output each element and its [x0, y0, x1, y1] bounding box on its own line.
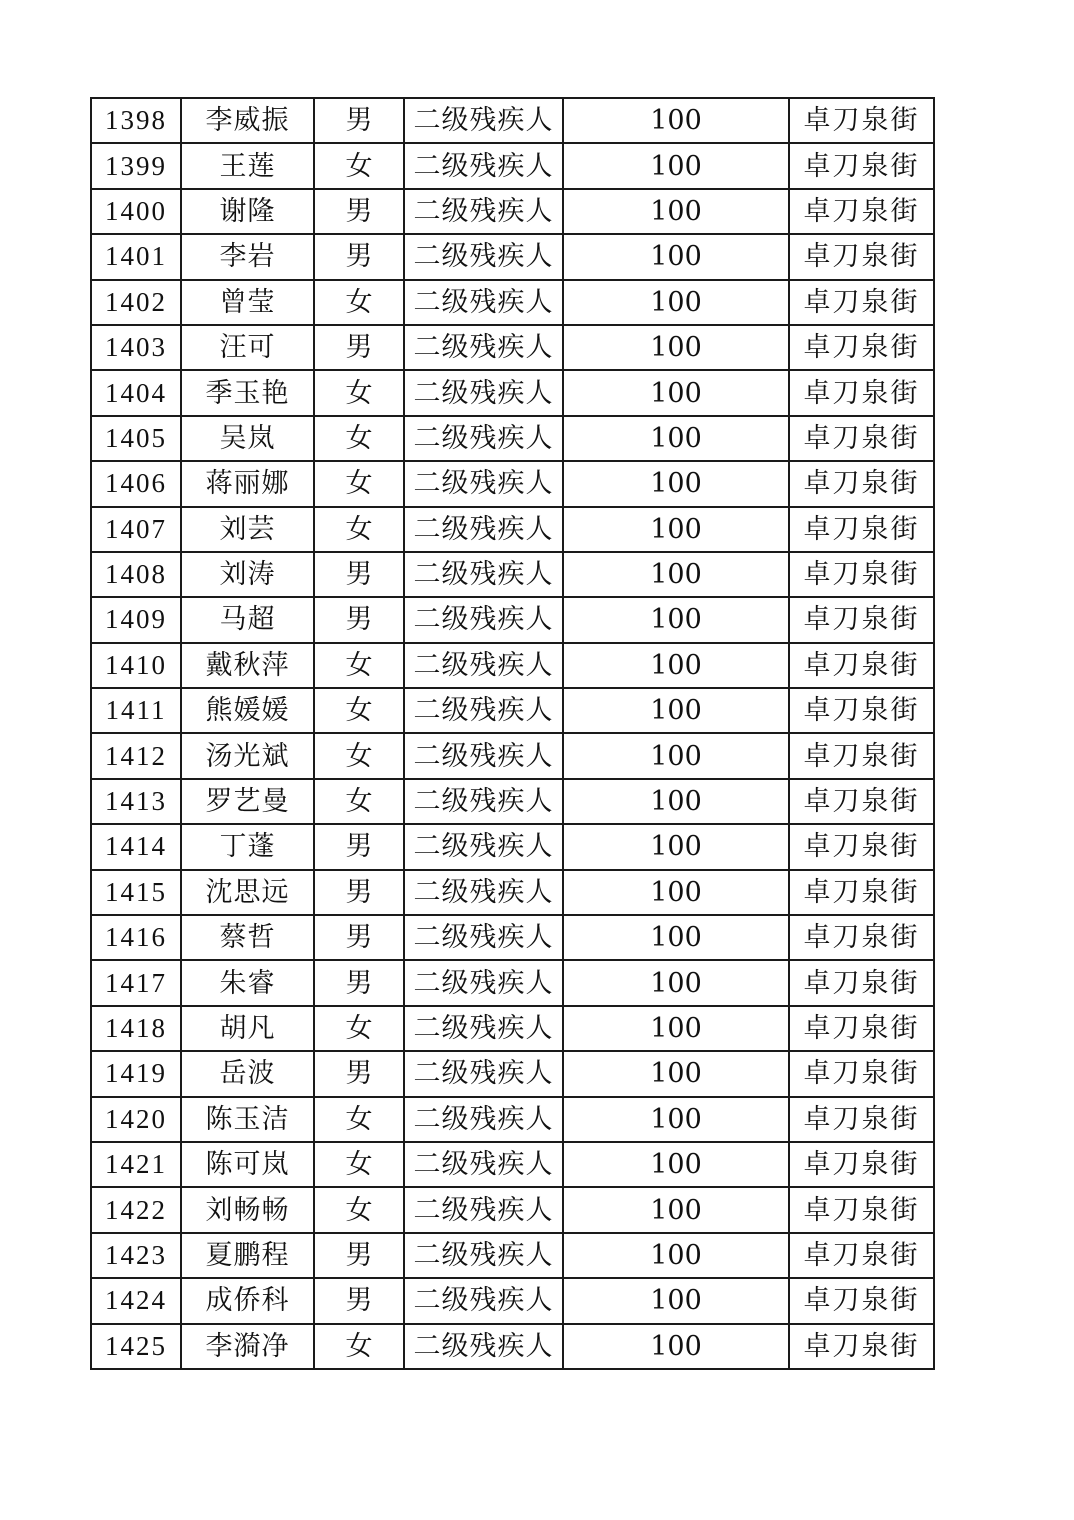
street-cell: 卓刀泉街 — [789, 1233, 934, 1278]
table-row — [91, 552, 934, 597]
disability-level-cell: 二级残疾人 — [404, 597, 563, 642]
gender-cell: 男 — [314, 870, 404, 915]
street-cell: 卓刀泉街 — [789, 824, 934, 869]
amount-cell: 100 — [563, 733, 789, 778]
table-row — [91, 507, 934, 552]
name-cell: 吴岚 — [181, 416, 314, 461]
table-row — [91, 779, 934, 824]
street-cell: 卓刀泉街 — [789, 1097, 934, 1142]
street-cell: 卓刀泉街 — [789, 1142, 934, 1187]
gender-cell: 女 — [314, 1142, 404, 1187]
gender-cell: 女 — [314, 779, 404, 824]
amount-cell: 100 — [563, 234, 789, 279]
table-row — [91, 960, 934, 1005]
street-cell: 卓刀泉街 — [789, 915, 934, 960]
disability-level-cell: 二级残疾人 — [404, 1324, 563, 1369]
street-cell: 卓刀泉街 — [789, 189, 934, 234]
serial-number-cell: 1413 — [91, 779, 181, 824]
name-cell: 沈思远 — [181, 870, 314, 915]
amount-cell: 100 — [563, 915, 789, 960]
amount-cell: 100 — [563, 1051, 789, 1096]
name-cell: 李威振 — [181, 98, 314, 143]
serial-number-cell: 1417 — [91, 960, 181, 1005]
name-cell: 丁蓬 — [181, 824, 314, 869]
street-cell: 卓刀泉街 — [789, 461, 934, 506]
disability-level-cell: 二级残疾人 — [404, 960, 563, 1005]
table-row — [91, 461, 934, 506]
serial-number-cell: 1411 — [91, 688, 181, 733]
serial-number-cell: 1423 — [91, 1233, 181, 1278]
disability-level-cell: 二级残疾人 — [404, 733, 563, 778]
name-cell: 熊媛媛 — [181, 688, 314, 733]
table-row — [91, 643, 934, 688]
gender-cell: 女 — [314, 688, 404, 733]
disability-level-cell: 二级残疾人 — [404, 416, 563, 461]
gender-cell: 女 — [314, 461, 404, 506]
gender-cell: 男 — [314, 1051, 404, 1096]
disability-level-cell: 二级残疾人 — [404, 688, 563, 733]
street-cell: 卓刀泉街 — [789, 1324, 934, 1369]
disability-level-cell: 二级残疾人 — [404, 1187, 563, 1232]
serial-number-cell: 1414 — [91, 824, 181, 869]
serial-number-cell: 1419 — [91, 1051, 181, 1096]
gender-cell: 男 — [314, 325, 404, 370]
amount-cell: 100 — [563, 280, 789, 325]
serial-number-cell: 1398 — [91, 98, 181, 143]
disability-level-cell: 二级残疾人 — [404, 824, 563, 869]
street-cell: 卓刀泉街 — [789, 507, 934, 552]
gender-cell: 男 — [314, 552, 404, 597]
amount-cell: 100 — [563, 1006, 789, 1051]
gender-cell: 女 — [314, 643, 404, 688]
serial-number-cell: 1418 — [91, 1006, 181, 1051]
street-cell: 卓刀泉街 — [789, 688, 934, 733]
amount-cell: 100 — [563, 507, 789, 552]
disability-level-cell: 二级残疾人 — [404, 234, 563, 279]
amount-cell: 100 — [563, 643, 789, 688]
street-cell: 卓刀泉街 — [789, 280, 934, 325]
serial-number-cell: 1412 — [91, 733, 181, 778]
name-cell: 陈玉洁 — [181, 1097, 314, 1142]
amount-cell: 100 — [563, 779, 789, 824]
amount-cell: 100 — [563, 870, 789, 915]
serial-number-cell: 1399 — [91, 143, 181, 188]
name-cell: 李岩 — [181, 234, 314, 279]
serial-number-cell: 1420 — [91, 1097, 181, 1142]
disability-level-cell: 二级残疾人 — [404, 1233, 563, 1278]
street-cell: 卓刀泉街 — [789, 597, 934, 642]
disability-level-cell: 二级残疾人 — [404, 143, 563, 188]
amount-cell: 100 — [563, 461, 789, 506]
gender-cell: 女 — [314, 733, 404, 778]
serial-number-cell: 1403 — [91, 325, 181, 370]
amount-cell: 100 — [563, 416, 789, 461]
street-cell: 卓刀泉街 — [789, 143, 934, 188]
gender-cell: 女 — [314, 1097, 404, 1142]
disability-level-cell: 二级残疾人 — [404, 1142, 563, 1187]
amount-cell: 100 — [563, 1097, 789, 1142]
serial-number-cell: 1425 — [91, 1324, 181, 1369]
street-cell: 卓刀泉街 — [789, 643, 934, 688]
table-row — [91, 733, 934, 778]
amount-cell: 100 — [563, 325, 789, 370]
gender-cell: 女 — [314, 143, 404, 188]
table-row — [91, 597, 934, 642]
gender-cell: 男 — [314, 960, 404, 1005]
roster-table — [90, 97, 935, 1370]
roster-table-body — [91, 98, 934, 1369]
amount-cell: 100 — [563, 1233, 789, 1278]
serial-number-cell: 1405 — [91, 416, 181, 461]
disability-level-cell: 二级残疾人 — [404, 552, 563, 597]
serial-number-cell: 1422 — [91, 1187, 181, 1232]
amount-cell: 100 — [563, 143, 789, 188]
disability-level-cell: 二级残疾人 — [404, 461, 563, 506]
gender-cell: 女 — [314, 280, 404, 325]
street-cell: 卓刀泉街 — [789, 552, 934, 597]
gender-cell: 女 — [314, 370, 404, 415]
disability-level-cell: 二级残疾人 — [404, 1051, 563, 1096]
serial-number-cell: 1400 — [91, 189, 181, 234]
gender-cell: 男 — [314, 597, 404, 642]
amount-cell: 100 — [563, 189, 789, 234]
table-row — [91, 98, 934, 143]
amount-cell: 100 — [563, 370, 789, 415]
disability-level-cell: 二级残疾人 — [404, 1097, 563, 1142]
name-cell: 季玉艳 — [181, 370, 314, 415]
gender-cell: 男 — [314, 824, 404, 869]
gender-cell: 男 — [314, 1233, 404, 1278]
gender-cell: 男 — [314, 189, 404, 234]
serial-number-cell: 1406 — [91, 461, 181, 506]
table-row — [91, 1278, 934, 1323]
table-row — [91, 870, 934, 915]
street-cell: 卓刀泉街 — [789, 416, 934, 461]
street-cell: 卓刀泉街 — [789, 370, 934, 415]
table-row — [91, 1051, 934, 1096]
name-cell: 李漪净 — [181, 1324, 314, 1369]
name-cell: 成侨科 — [181, 1278, 314, 1323]
table-row — [91, 824, 934, 869]
table-row — [91, 143, 934, 188]
disability-level-cell: 二级残疾人 — [404, 98, 563, 143]
disability-level-cell: 二级残疾人 — [404, 870, 563, 915]
gender-cell: 男 — [314, 915, 404, 960]
name-cell: 汤光斌 — [181, 733, 314, 778]
street-cell: 卓刀泉街 — [789, 1187, 934, 1232]
street-cell: 卓刀泉街 — [789, 98, 934, 143]
disability-level-cell: 二级残疾人 — [404, 915, 563, 960]
amount-cell: 100 — [563, 1324, 789, 1369]
serial-number-cell: 1402 — [91, 280, 181, 325]
serial-number-cell: 1421 — [91, 1142, 181, 1187]
disability-level-cell: 二级残疾人 — [404, 1278, 563, 1323]
name-cell: 罗艺曼 — [181, 779, 314, 824]
amount-cell: 100 — [563, 597, 789, 642]
name-cell: 王莲 — [181, 143, 314, 188]
name-cell: 岳波 — [181, 1051, 314, 1096]
serial-number-cell: 1410 — [91, 643, 181, 688]
street-cell: 卓刀泉街 — [789, 733, 934, 778]
street-cell: 卓刀泉街 — [789, 234, 934, 279]
disability-level-cell: 二级残疾人 — [404, 370, 563, 415]
table-row — [91, 1324, 934, 1369]
name-cell: 夏鹏程 — [181, 1233, 314, 1278]
serial-number-cell: 1404 — [91, 370, 181, 415]
street-cell: 卓刀泉街 — [789, 960, 934, 1005]
amount-cell: 100 — [563, 1278, 789, 1323]
table-row — [91, 325, 934, 370]
name-cell: 蒋丽娜 — [181, 461, 314, 506]
disability-level-cell: 二级残疾人 — [404, 189, 563, 234]
gender-cell: 女 — [314, 1006, 404, 1051]
amount-cell: 100 — [563, 960, 789, 1005]
serial-number-cell: 1415 — [91, 870, 181, 915]
serial-number-cell: 1401 — [91, 234, 181, 279]
street-cell: 卓刀泉街 — [789, 779, 934, 824]
name-cell: 朱睿 — [181, 960, 314, 1005]
table-row — [91, 1187, 934, 1232]
table-row — [91, 688, 934, 733]
street-cell: 卓刀泉街 — [789, 1006, 934, 1051]
gender-cell: 男 — [314, 234, 404, 279]
name-cell: 戴秋萍 — [181, 643, 314, 688]
amount-cell: 100 — [563, 688, 789, 733]
amount-cell: 100 — [563, 1187, 789, 1232]
table-row — [91, 1233, 934, 1278]
serial-number-cell: 1416 — [91, 915, 181, 960]
name-cell: 蔡哲 — [181, 915, 314, 960]
table-row — [91, 189, 934, 234]
gender-cell: 女 — [314, 416, 404, 461]
serial-number-cell: 1408 — [91, 552, 181, 597]
name-cell: 曾莹 — [181, 280, 314, 325]
gender-cell: 男 — [314, 98, 404, 143]
table-row — [91, 280, 934, 325]
gender-cell: 男 — [314, 1278, 404, 1323]
amount-cell: 100 — [563, 824, 789, 869]
street-cell: 卓刀泉街 — [789, 870, 934, 915]
name-cell: 马超 — [181, 597, 314, 642]
table-row — [91, 1142, 934, 1187]
gender-cell: 女 — [314, 1187, 404, 1232]
table-row — [91, 370, 934, 415]
gender-cell: 女 — [314, 507, 404, 552]
street-cell: 卓刀泉街 — [789, 1278, 934, 1323]
amount-cell: 100 — [563, 1142, 789, 1187]
disability-level-cell: 二级残疾人 — [404, 643, 563, 688]
name-cell: 刘涛 — [181, 552, 314, 597]
name-cell: 汪可 — [181, 325, 314, 370]
serial-number-cell: 1407 — [91, 507, 181, 552]
name-cell: 刘畅畅 — [181, 1187, 314, 1232]
table-row — [91, 234, 934, 279]
name-cell: 刘芸 — [181, 507, 314, 552]
name-cell: 陈可岚 — [181, 1142, 314, 1187]
disability-level-cell: 二级残疾人 — [404, 280, 563, 325]
gender-cell: 女 — [314, 1324, 404, 1369]
serial-number-cell: 1409 — [91, 597, 181, 642]
disability-level-cell: 二级残疾人 — [404, 507, 563, 552]
table-row — [91, 915, 934, 960]
name-cell: 胡凡 — [181, 1006, 314, 1051]
table-row — [91, 416, 934, 461]
amount-cell: 100 — [563, 552, 789, 597]
disability-level-cell: 二级残疾人 — [404, 325, 563, 370]
table-row — [91, 1006, 934, 1051]
disability-level-cell: 二级残疾人 — [404, 1006, 563, 1051]
name-cell: 谢隆 — [181, 189, 314, 234]
disability-level-cell: 二级残疾人 — [404, 779, 563, 824]
serial-number-cell: 1424 — [91, 1278, 181, 1323]
street-cell: 卓刀泉街 — [789, 325, 934, 370]
amount-cell: 100 — [563, 98, 789, 143]
table-row — [91, 1097, 934, 1142]
street-cell: 卓刀泉街 — [789, 1051, 934, 1096]
